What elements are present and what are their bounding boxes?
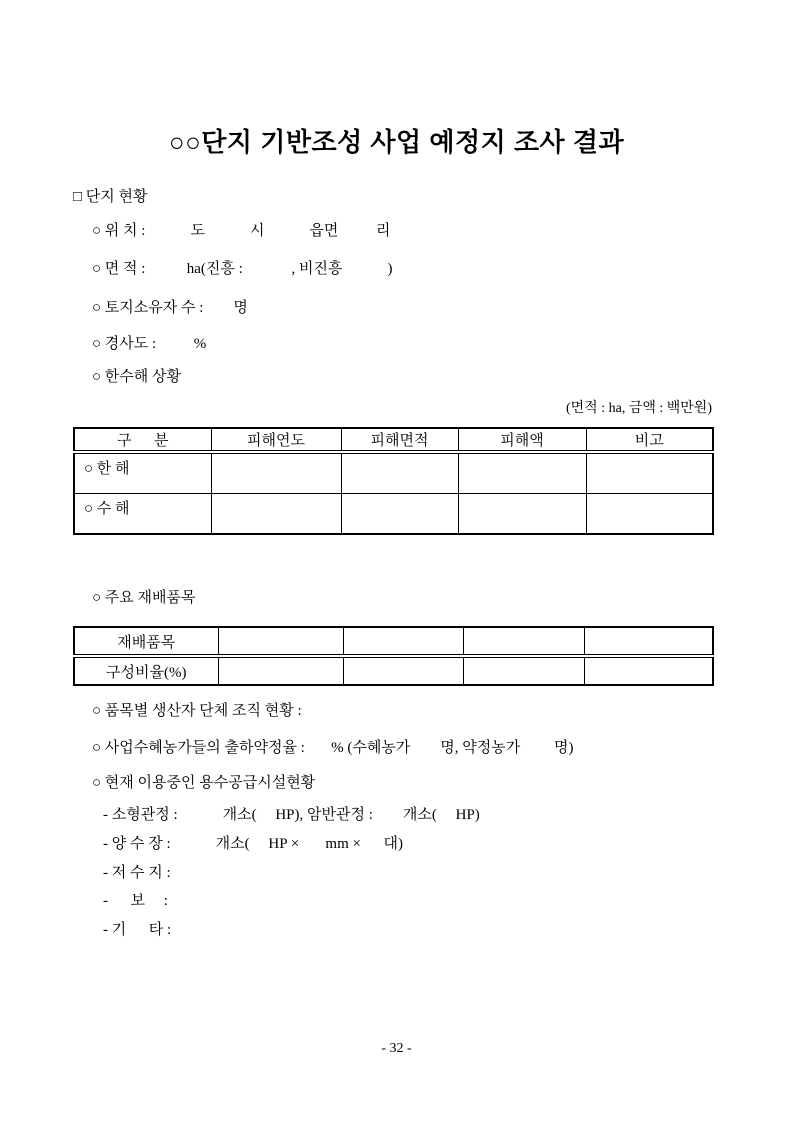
table-cell: [211, 452, 341, 494]
damage-header-amount: 피해액: [458, 428, 586, 452]
damage-table: [73, 427, 714, 535]
table-row: [74, 656, 713, 685]
table-row: [74, 494, 713, 535]
water-item-small-well: - 소형관정 : 개소( HP), 암반관정 : 개소( HP): [103, 807, 480, 823]
row-label-flood: ○ 수 해: [74, 494, 211, 535]
table-cell: [463, 656, 584, 685]
table-cell: [211, 494, 341, 535]
page-number: - 32 -: [381, 1041, 412, 1056]
bullet-producer-org: ○ 품목별 생산자 단체 조직 현황 :: [92, 703, 302, 719]
table-cell: [343, 627, 463, 656]
bullet-landowners: ○ 토지소유자 수 : 명: [92, 300, 248, 316]
damage-header-year: 피해연도: [211, 428, 341, 452]
table-cell: [463, 627, 584, 656]
bullet-slope: ○ 경사도 : %: [92, 336, 207, 352]
table-row: [74, 452, 713, 494]
table-row: [74, 627, 713, 656]
damage-header-category: 구 분: [74, 428, 211, 452]
table-cell: [586, 452, 713, 494]
water-item-pumping-station: - 양 수 장 : 개소( HP × mm × 대): [103, 836, 403, 852]
table-cell: [458, 452, 586, 494]
table-cell: [584, 656, 713, 685]
table-cell: [586, 494, 713, 535]
bullet-shipping-rate: ○ 사업수혜농가들의 출하약정율 : % (수혜농가 명, 약정농가 명): [92, 740, 574, 756]
bullet-location: ○ 위 치 : 도 시 읍면 리: [92, 223, 391, 239]
bullet-area: ○ 면 적 : ha(진흥 : , 비진흥 ): [92, 261, 393, 277]
damage-header-note: 비고: [586, 428, 713, 452]
damage-table-header-row: [74, 428, 713, 452]
row-label-crop-item: 재배품목: [74, 627, 218, 656]
table-cell: [343, 656, 463, 685]
table-cell: [341, 494, 458, 535]
row-label-drought: ○ 한 해: [74, 452, 211, 494]
water-item-reservoir: - 저 수 지 :: [103, 865, 171, 881]
section-heading: □ 단지 현황: [73, 189, 148, 205]
water-item-etc: - 기 타 :: [103, 922, 172, 938]
water-item-weir: - 보 :: [103, 893, 168, 909]
table-cell: [218, 656, 343, 685]
table-cell: [341, 452, 458, 494]
table-unit-note: (면적 : ha, 금액 : 백만원): [566, 401, 712, 416]
page-title: ○○단지 기반조성 사업 예정지 조사 결과: [168, 127, 625, 157]
bullet-water-supply: ○ 현재 이용중인 용수공급시설현황: [92, 775, 316, 791]
bullet-hazard: ○ 한수해 상황: [92, 369, 182, 385]
row-label-composition-ratio: 구성비율(%): [74, 656, 218, 685]
table-cell: [458, 494, 586, 535]
table-cell: [218, 627, 343, 656]
damage-header-area: 피해면적: [341, 428, 458, 452]
crops-table: [73, 626, 714, 686]
bullet-main-crops: ○ 주요 재배품목: [92, 590, 196, 606]
table-cell: [584, 627, 713, 656]
